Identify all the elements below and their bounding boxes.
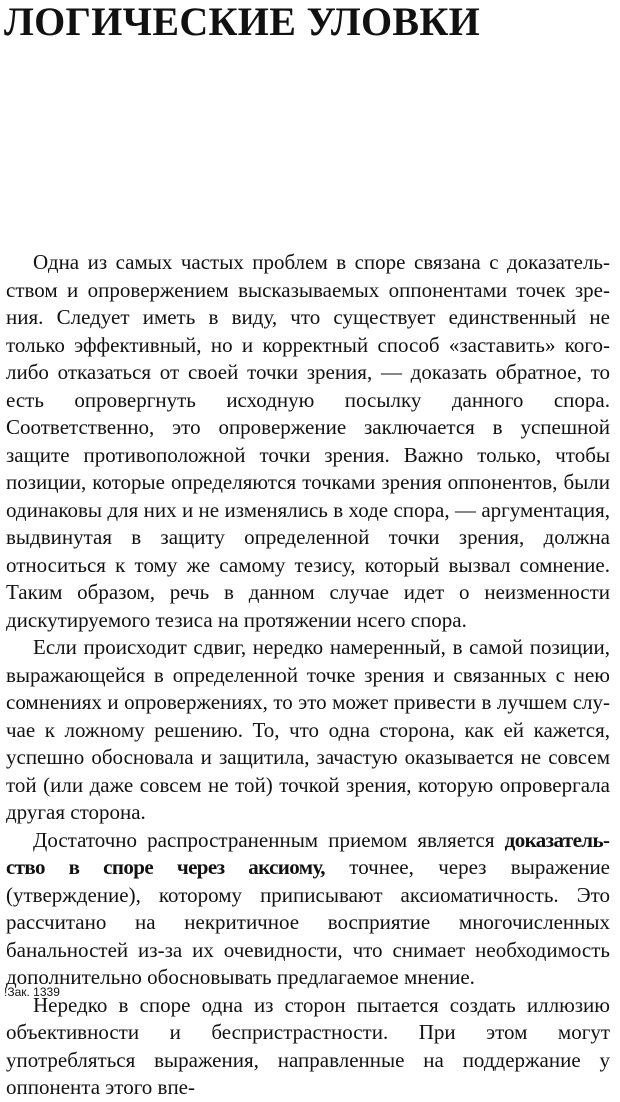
paragraph-2: Если происходит сдвиг, нередко намеренный, в самой позиции, выражающейся в определенной точке зрения и связанных с нею сомнениях и опровержениях, то это может привести в лучшем случае к ложному решению. То, что одна сторона, как ей кажется, успешно обосновала и защитила, зачастую оказывается не совсем той (или даже совсем не той) точкой зрения, которую опровергала другая сторона. xyxy=(6,635,610,824)
printing-order-note: !Зак. 1339 xyxy=(4,985,60,999)
body-text xyxy=(6,249,610,1102)
paragraph-3-rest: точнее, через выражение (утверждение), которому приписывают аксиоматичность. Это рассчитано на некритичное восприятие многочисленных банальностей из-за их очевидности, что снимает необходимость дополнительно обосновывать предлагаемое мнение. xyxy=(6,855,610,989)
paragraph-3 xyxy=(6,827,610,992)
paragraph-3-lead: Достаточно распространенным приемом является xyxy=(33,827,505,852)
chapter-title: ЛОГИЧЕСКИЕ УЛОВКИ xyxy=(4,0,481,44)
paragraph-1: Одна из самых частых проблем в споре связана с доказательством и опровержением высказываемых оппонентами точек зрения. Следует иметь в виду, что существует единственный не только эффективный, но и корректный способ «заставить» кого-либо отказаться от своей точки зрения, — доказать обратное, то есть опровергнуть исходную посылку данного спора. Соответственно, это опровержение заключается в успешной защите противоположной точки зрения. Важно только, чтобы позиции, которые определяются точками зрения оппонентов, были одинаковы для них и не изменялись в ходе спора, — аргументация, выдвинутая в защиту определенной точки зрения, должна относиться к тому же самому тезису, который вызвал сомнение. Таким образом, речь в данном случае идет о неизменности дискутируемого тезиса на протяжении нсего спора. xyxy=(6,250,610,632)
term-proof-by-axiom: доказательство в споре через аксиому, xyxy=(6,827,610,879)
paragraph-4: Нередко в споре одна из сторон пытается создать иллюзию объективности и беспристрастности. При этом могут употребляться выражения, направленные на поддержание у оппонента этого впе- xyxy=(6,992,610,1099)
